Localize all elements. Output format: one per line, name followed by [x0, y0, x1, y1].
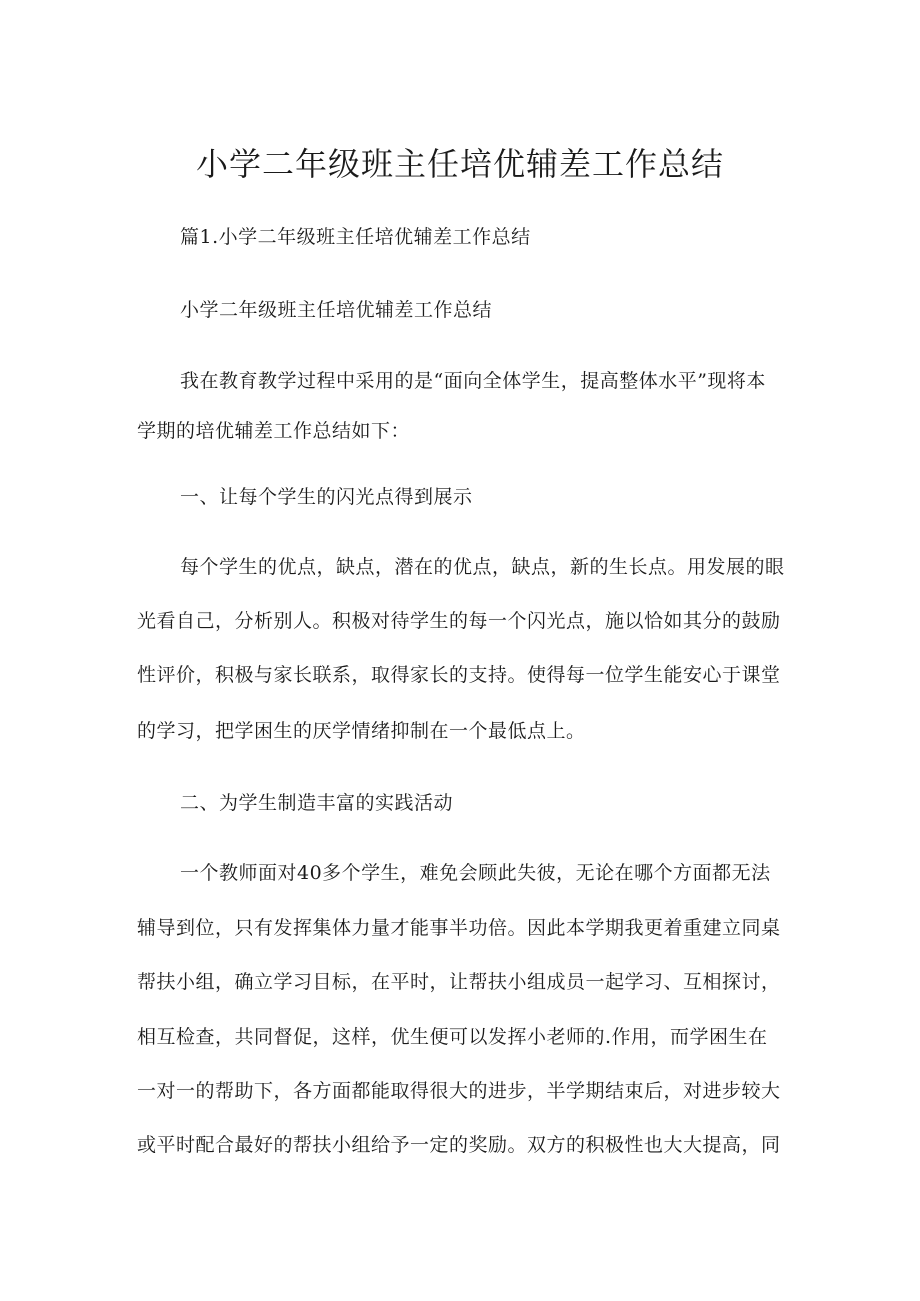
section-heading-2: 二、为学生制造丰富的实践活动: [180, 792, 454, 814]
paragraph-line: 辅导到位，只有发挥集体力量才能事半功倍。因此本学期我更着重建立同桌: [137, 917, 781, 939]
intro-line: 学期的培优辅差工作总结如下：: [137, 420, 411, 442]
paragraph-line: 帮扶小组，确立学习目标，在平时，让帮扶小组成员一起学习、互相探讨，: [137, 971, 781, 993]
paragraph-line: 相互检查，共同督促，这样，优生便可以发挥小老师的.作用，而学困生在: [137, 1026, 768, 1048]
paragraph-line: 或平时配合最好的帮扶小组给予一定的奖励。双方的积极性也大大提高，同: [137, 1134, 781, 1156]
paragraph-line: 一对一的帮助下，各方面都能取得很大的进步，半学期结束后，对进步较大: [137, 1080, 781, 1102]
document-title: 小学二年级班主任培优辅差工作总结: [195, 145, 724, 183]
paragraph-line: 的学习，把学困生的厌学情绪抑制在一个最低点上。: [137, 720, 586, 742]
intro-line: 我在教育教学过程中采用的是“面向全体学生，提高整体水平”现将本: [180, 370, 766, 392]
paragraph-line: 每个学生的优点，缺点，潜在的优点，缺点，新的生长点。用发展的眼: [180, 556, 785, 578]
document-subtitle: 篇1.小学二年级班主任培优辅差工作总结: [180, 226, 531, 248]
paragraph-line: 性评价，积极与家长联系，取得家长的支持。使得每一位学生能安心于课堂: [137, 664, 781, 686]
section-heading-1: 一、让每个学生的闪光点得到展示: [180, 486, 473, 508]
paragraph-line: 一个教师面对40多个学生，难免会顾此失彼，无论在哪个方面都无法: [180, 862, 771, 884]
paragraph-line: 光看自己，分析别人。积极对待学生的每一个闪光点，施以恰如其分的鼓励: [137, 610, 781, 632]
section-subheading: 小学二年级班主任培优辅差工作总结: [180, 299, 493, 321]
